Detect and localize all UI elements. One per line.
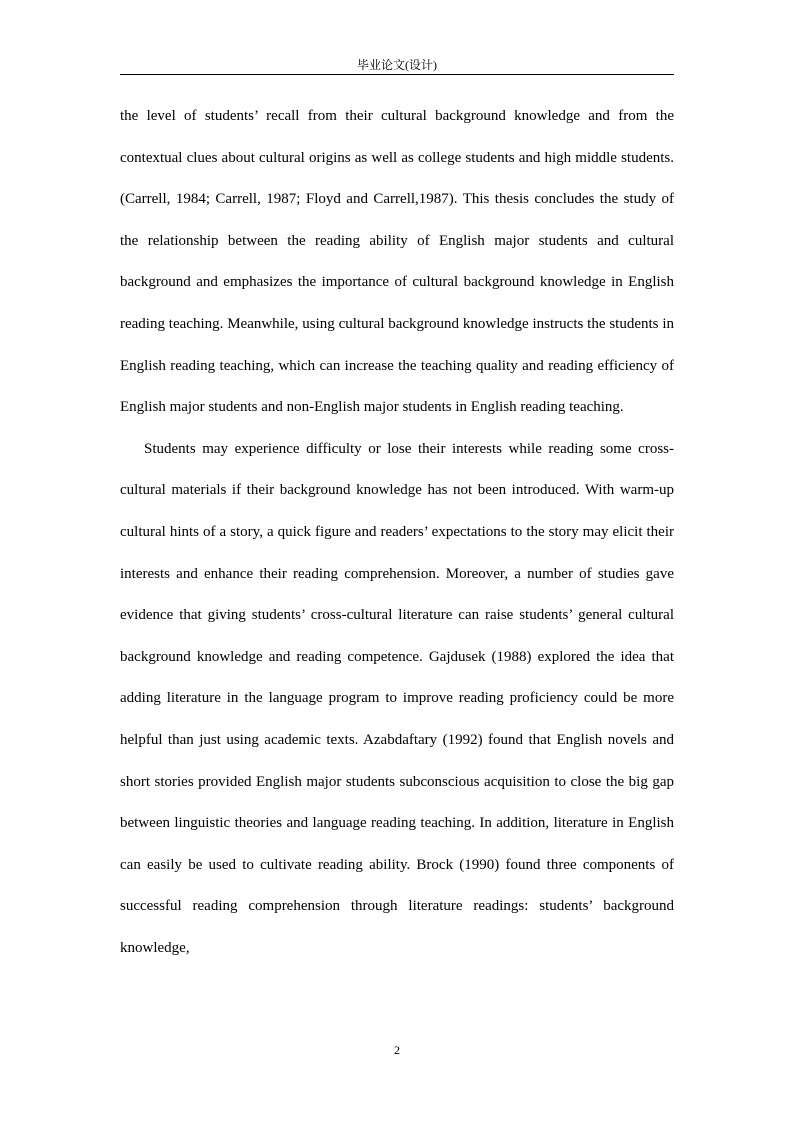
paragraph-1: the level of students’ recall from their cultural background knowledge and from the contextual clues about cultural origins as well as college students and high middle students. (Carrell, 1984; Carrell, 1987; Floyd and Carrell,1987). This thesis concludes the study of the relationship between the reading ability of English major students and cultural background and emphasizes the importance of cultural background knowledge in English reading teaching. Meanwhile, using cultural background knowledge instructs the students in English reading teaching, which can increase the teaching quality and reading efficiency of English major students and non-English major students in English reading teaching.: [120, 108, 674, 416]
page-number: 2: [394, 1043, 400, 1057]
page-header: 毕业论文(设计): [357, 58, 437, 72]
body-text: [120, 96, 674, 969]
header-rule: [120, 74, 674, 75]
paragraph-2: Students may experience difficulty or lose their interests while reading some cross-cultural materials if their background knowledge has not been introduced. With warm-up cultural hints of a story, a quick figure and readers’ expectations to the story may elicit their interests and enhance their reading comprehension. Moreover, a number of studies gave evidence that giving students’ cross-cultural literature can raise students’ general cultural background knowledge and reading competence. Gajdusek (1988) explored the idea that adding literature in the language program to improve reading proficiency could be more helpful than just using academic texts. Azabdaftary (1992) found that English novels and short stories provided English major students subconscious acquisition to close the big gap between linguistic theories and language reading teaching. In addition, literature in English can easily be used to cultivate reading ability. Brock (1990) found three components of successful reading comprehension through literature readings: students’ background knowledge,: [120, 440, 674, 956]
